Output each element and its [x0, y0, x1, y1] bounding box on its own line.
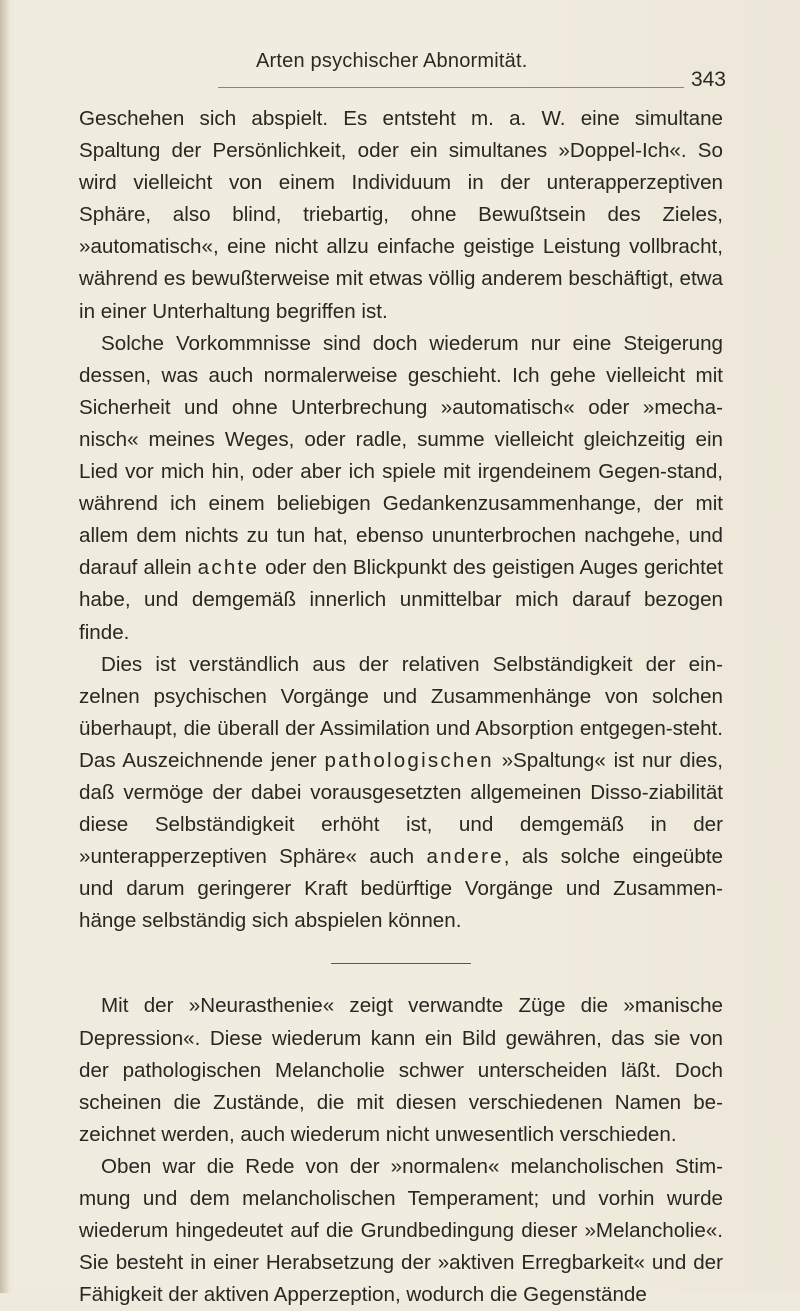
emphasis-achte: achte [197, 556, 260, 580]
page-number: 343 [690, 68, 726, 91]
emphasis-pathologischen: pathologischen [324, 748, 494, 772]
body-text [79, 103, 723, 1311]
paragraph-4: Mit der »Neurasthenie« zeigt verwandte Züge die »manische Depression«. Diese wiederum kann ein Bild gewähren, das sie von der pathologischen Melancholie schwer unterscheiden läßt. Doch scheinen die Zustände, die mit diesen verschiedenen Namen be-zeichnet werden, auch wiederum nicht unwesentlich verschieden. [79, 994, 723, 1146]
header-rule [218, 87, 684, 88]
paragraph-1: Geschehen sich abspielt. Es entsteht m. a. W. eine simultane Spaltung der Persönlichkeit, oder ein simultanes »Doppel-Ich«. So wird vielleicht von einem Individuum in der unterapperzeptiven Sphäre, also blind, triebartig, ohne Bewußtsein des Zieles, »automatisch«, eine nicht allzu einfache geistige Leistung vollbracht, während es bewußterweise mit etwas völlig anderem beschäftigt, etwa in einer Unterhaltung begriffen ist. [79, 107, 723, 323]
running-title: Arten psychischer Abnormität. [256, 50, 528, 72]
spine-shadow [0, 0, 10, 1293]
paragraph-2: Solche Vorkommnisse sind doch wiederum nur eine Steigerung dessen, was auch normalerweise geschieht. Ich gehe vielleicht mit Sicherheit und ohne Unterbrechung »automatisch« oder »mecha-nisch« meines Weges, oder radle, summe vielleicht gleichzeitig ein Lied vor mich hin, oder aber ich spiele mit irgendeinem Gegen-stand, während ich einem beliebigen Gedankenzusammenhange, der mit allem dem nichts zu tun hat, ebenso ununterbrochen nachgehe, und darauf allein achte oder den Blickpunkt des geistigen Auges gerichtet habe, und demgemäß innerlich unmittelbar mich darauf bezogen finde. [79, 331, 724, 644]
emphasis-andere: andere [426, 845, 504, 869]
paragraph-5: Oben war die Rede von der »normalen« melancholischen Stim-mung und dem melancholischen Temperament; und vorhin wurde wiederum hingedeutet auf die Grundbedingung dieser »Melancholie«. Sie besteht in einer Herabsetzung der »aktiven Erregbarkeit« und der Fähigkeit der aktiven Apperzeption, wodurch die Gegenstände [79, 1154, 723, 1307]
paragraph-3: Dies ist verständlich aus der relativen Selbständigkeit der ein-zelnen psychischen Vorgänge und Zusammenhänge von solchen überhaupt, die überall der Assimilation und Absorption entgegen-steht. Das Auszeichnende jener pathologischen »Spaltung« ist nur dies, daß vermöge der dabei vorausgesetzten allgemeinen Disso-ziabilität diese Selbständigkeit erhöht ist, und demgemäß in der »unterapperzeptiven Sphäre« auch andere, als solche eingeübte und darum geringerer Kraft bedürftige Vorgänge und Zusammen-hänge selbständig sich abspielen können. [79, 652, 723, 933]
section-divider [331, 963, 471, 964]
